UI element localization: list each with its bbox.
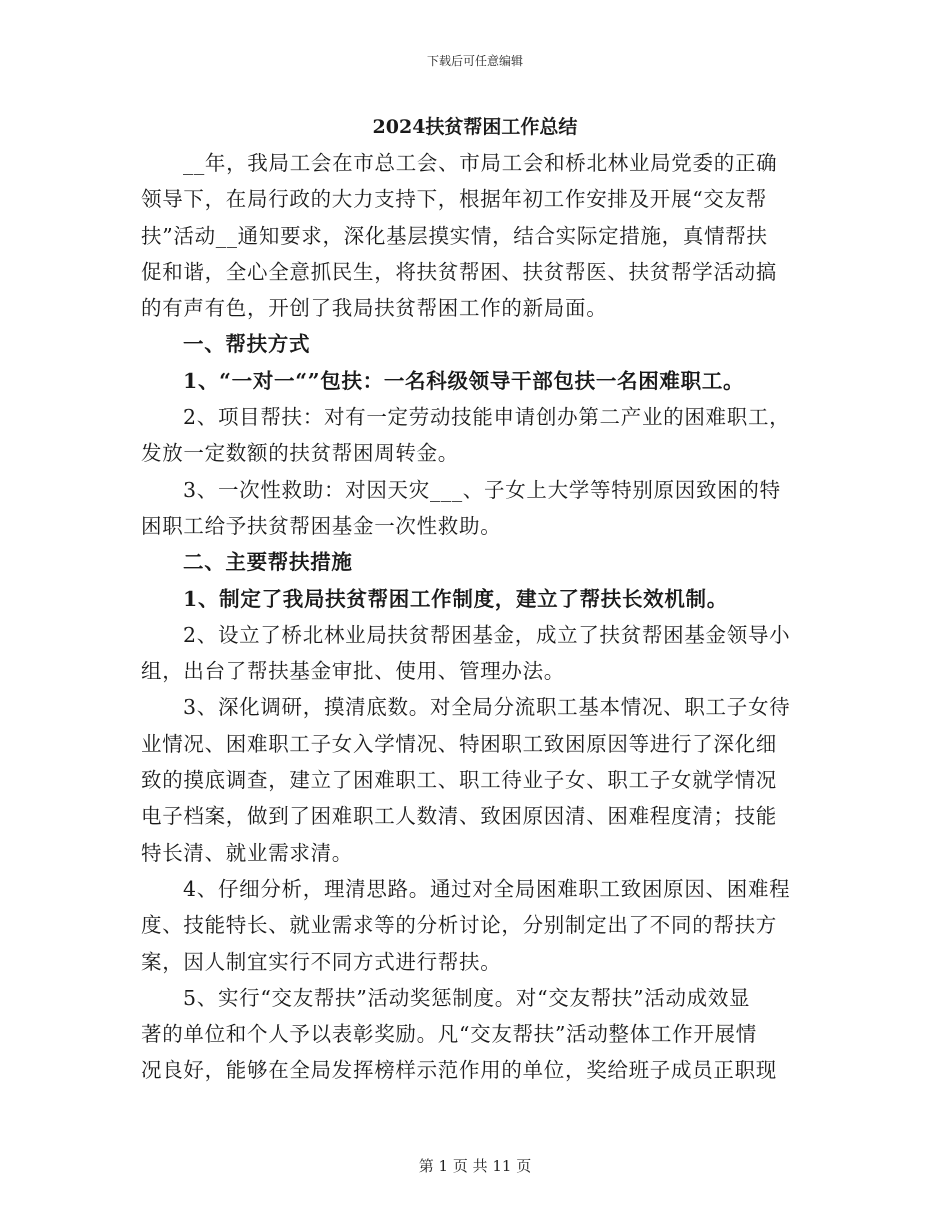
paragraph-line: 发放一定数额的扶贫帮困周转金。	[141, 441, 459, 466]
paragraph-line: 5、实行“交友帮扶”活动奖惩制度。对“交友帮扶”活动成效显	[183, 985, 751, 1010]
paragraph-line: 扶”活动__通知要求，深化基层摸实情，结合实际定措施，真情帮扶	[141, 223, 768, 248]
section-heading-line: 1、制定了我局扶贫帮困工作制度，建立了帮扶长效机制。	[183, 586, 728, 611]
paragraph-line: 况良好，能够在全局发挥榜样示范作用的单位，奖给班子成员正职现	[141, 1058, 777, 1083]
page-footer: 第 1 页 共 11 页	[418, 1157, 532, 1175]
paragraph-line: 3、深化调研，摸清底数。对全局分流职工基本情况、职工子女待	[183, 695, 791, 720]
paragraph-line: __年，我局工会在市总工会、市局工会和桥北林业局党委的正确	[183, 151, 778, 175]
section-heading-line: 1、“一对一“”包扶：一名科级领导干部包扶一名困难职工。	[183, 368, 745, 393]
document-title: 2024扶贫帮困工作总结	[372, 116, 578, 138]
paragraph-line: 促和谐，全心全意抓民生，将扶贫帮困、扶贫帮医、扶贫帮学活动搞	[141, 259, 777, 284]
paragraph-line: 困职工给予扶贫帮困基金一次性救助。	[141, 513, 502, 538]
section-heading-line: 二、主要帮扶措施	[183, 550, 353, 575]
paragraph-line: 著的单位和个人予以表彰奖励。凡“交友帮扶”活动整体工作开展情	[141, 1022, 757, 1047]
paragraph-line: 业情况、困难职工子女入学情况、特困职工致困原因等进行了深化细	[141, 731, 777, 756]
paragraph-line: 的有声有色，开创了我局扶贫帮困工作的新局面。	[141, 296, 608, 321]
paragraph-line: 度、技能特长、就业需求等的分析讨论，分别制定出了不同的帮扶方	[141, 913, 777, 938]
paragraph-line: 特长清、就业需求清。	[141, 840, 353, 865]
paragraph-line: 4、仔细分析，理清思路。通过对全局困难职工致困原因、困难程	[183, 876, 791, 901]
paragraph-line: 领导下，在局行政的大力支持下，根据年初工作安排及开展“交友帮	[141, 187, 767, 212]
section-heading-line: 一、帮扶方式	[183, 332, 311, 357]
paragraph-line: 致的摸底调查，建立了困难职工、职工待业子女、职工子女就学情况	[141, 768, 777, 793]
paragraph-line: 组，出台了帮扶基金审批、使用、管理办法。	[141, 659, 565, 684]
paragraph-line: 电子档案，做到了困难职工人数清、致困原因清、困难程度清；技能	[141, 804, 777, 829]
page-header-note: 下载后可任意编辑	[426, 54, 523, 68]
paragraph-line: 案，因人制宜实行不同方式进行帮扶。	[141, 949, 502, 974]
paragraph-line: 2、设立了桥北林业局扶贫帮困基金，成立了扶贫帮困基金领导小	[183, 622, 791, 647]
document-body	[141, 145, 811, 1089]
paragraph-line: 3、一次性救助：对因天灾___、子女上大学等特别原因致困的特	[183, 477, 781, 502]
paragraph-line: 2、项目帮扶：对有一定劳动技能申请创办第二产业的困难职工，	[183, 405, 791, 430]
